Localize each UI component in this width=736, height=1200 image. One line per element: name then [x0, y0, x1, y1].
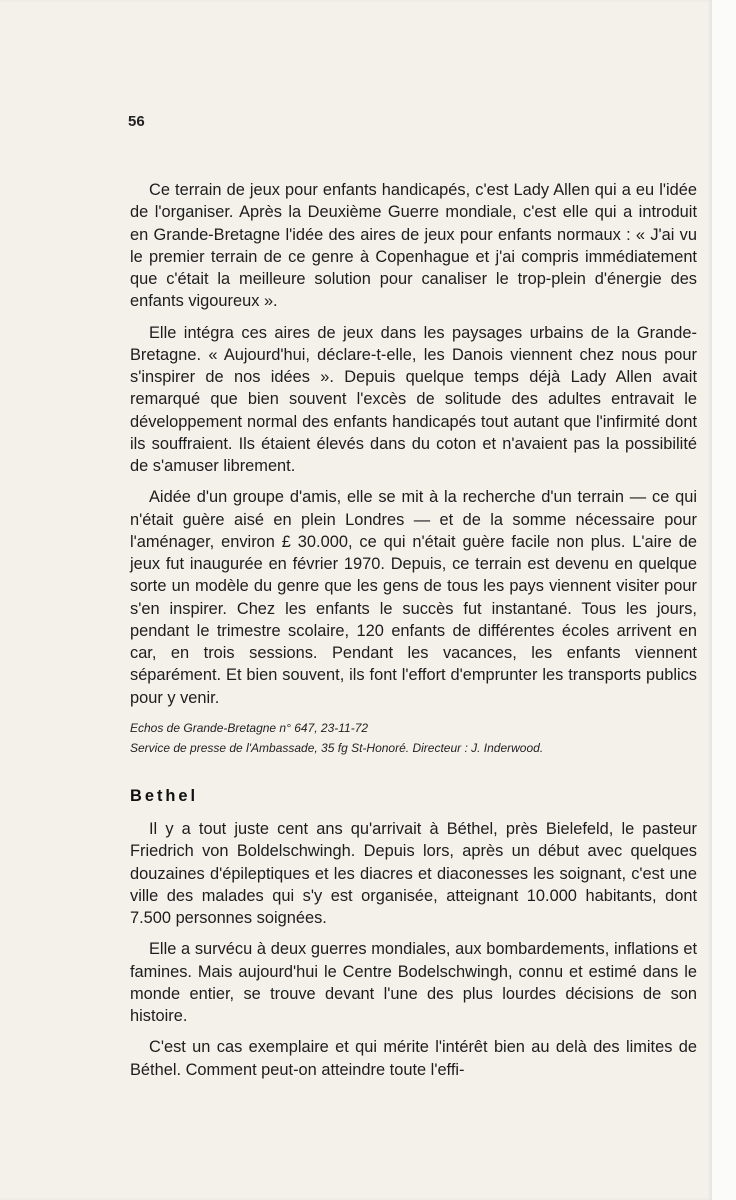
source-citation	[130, 718, 697, 758]
article-playground	[130, 179, 697, 758]
paragraph: C'est un cas exemplaire et qui mérite l'intérêt bien au delà des limites de Béthel. Comment peut-on atteindre toute l'effi-	[130, 1038, 697, 1079]
section-heading: Bethel	[130, 786, 199, 805]
paragraph: Il y a tout juste cent ans qu'arrivait à Béthel, près Bielefeld, le pasteur Friedrich von Boldelschwingh. Depuis lors, après un début avec quelques douzaines d'épileptiques et les diacres et diaconesses les soignant, c'est une ville des malades qui s'y est organisée, atteignant 10.000 habitants, dont 7.500 personnes soignées.	[130, 820, 697, 927]
source-line: Echos de Grande-Bretagne n° 647, 23-11-72	[130, 720, 369, 735]
paragraph: Ce terrain de jeux pour enfants handicapés, c'est Lady Allen qui a eu l'idée de l'organiser. Après la Deuxième Guerre mondiale, c'est elle qui a introduit en Grande-Bretagne l'idée des aires de jeux pour enfants normaux : « J'ai vu le premier terrain de ce genre à Copenhague et j'ai compris immédiatement que c'était la meilleure solution pour canaliser le trop-plein d'énergie des enfants vigoureux ».	[130, 181, 697, 311]
page-content	[130, 179, 697, 1090]
page-number: 56	[128, 113, 145, 130]
paragraph: Elle intégra ces aires de jeux dans les paysages urbains de la Grande-Bretagne. « Aujourd'hui, déclare-t-elle, les Danois viennent chez nous pour s'inspirer de nos idées ». Depuis quelque temps déjà Lady Allen avait remarqué que bien souvent l'excès de solitude des adultes entravait le développement normal des enfants handicapés tout autant que l'infirmité dont ils souffraient. Ils étaient élevés dans du coton et n'avaient pas la possibilité de s'amuser librement.	[130, 323, 697, 475]
page-edge	[712, 0, 736, 1200]
paragraph: Elle a survécu à deux guerres mondiales, aux bombardements, inflations et famines. Mais aujourd'hui le Centre Bodelschwingh, connu et estimé dans le monde entier, se trouve devant l'une des plus lourdes décisions de son histoire.	[130, 940, 697, 1025]
source-line: Service de presse de l'Ambassade, 35 fg St-Honoré. Directeur : J. Inderwood.	[130, 740, 544, 755]
paragraph: Aidée d'un groupe d'amis, elle se mit à la recherche d'un terrain — ce qui n'était guère aisé en plein Londres — et de la somme nécessaire pour l'aménager, environ £ 30.000, ce qui n'était guère facile non plus. L'aire de jeux fut inaugurée en février 1970. Depuis, ce terrain est devenu en quelque sorte un modèle du genre que les gens de tous les pays viennent visiter pour s'en inspirer. Chez les enfants le succès fut instantané. Tous les jours, pendant le trimestre scolaire, 120 enfants de différentes écoles arrivent en car, en trois sessions. Pendant les vacances, les enfants viennent séparément. Et bien souvent, ils font l'effort d'emprunter les transports publics pour y venir.	[130, 488, 697, 707]
article-bethel	[130, 785, 697, 1081]
